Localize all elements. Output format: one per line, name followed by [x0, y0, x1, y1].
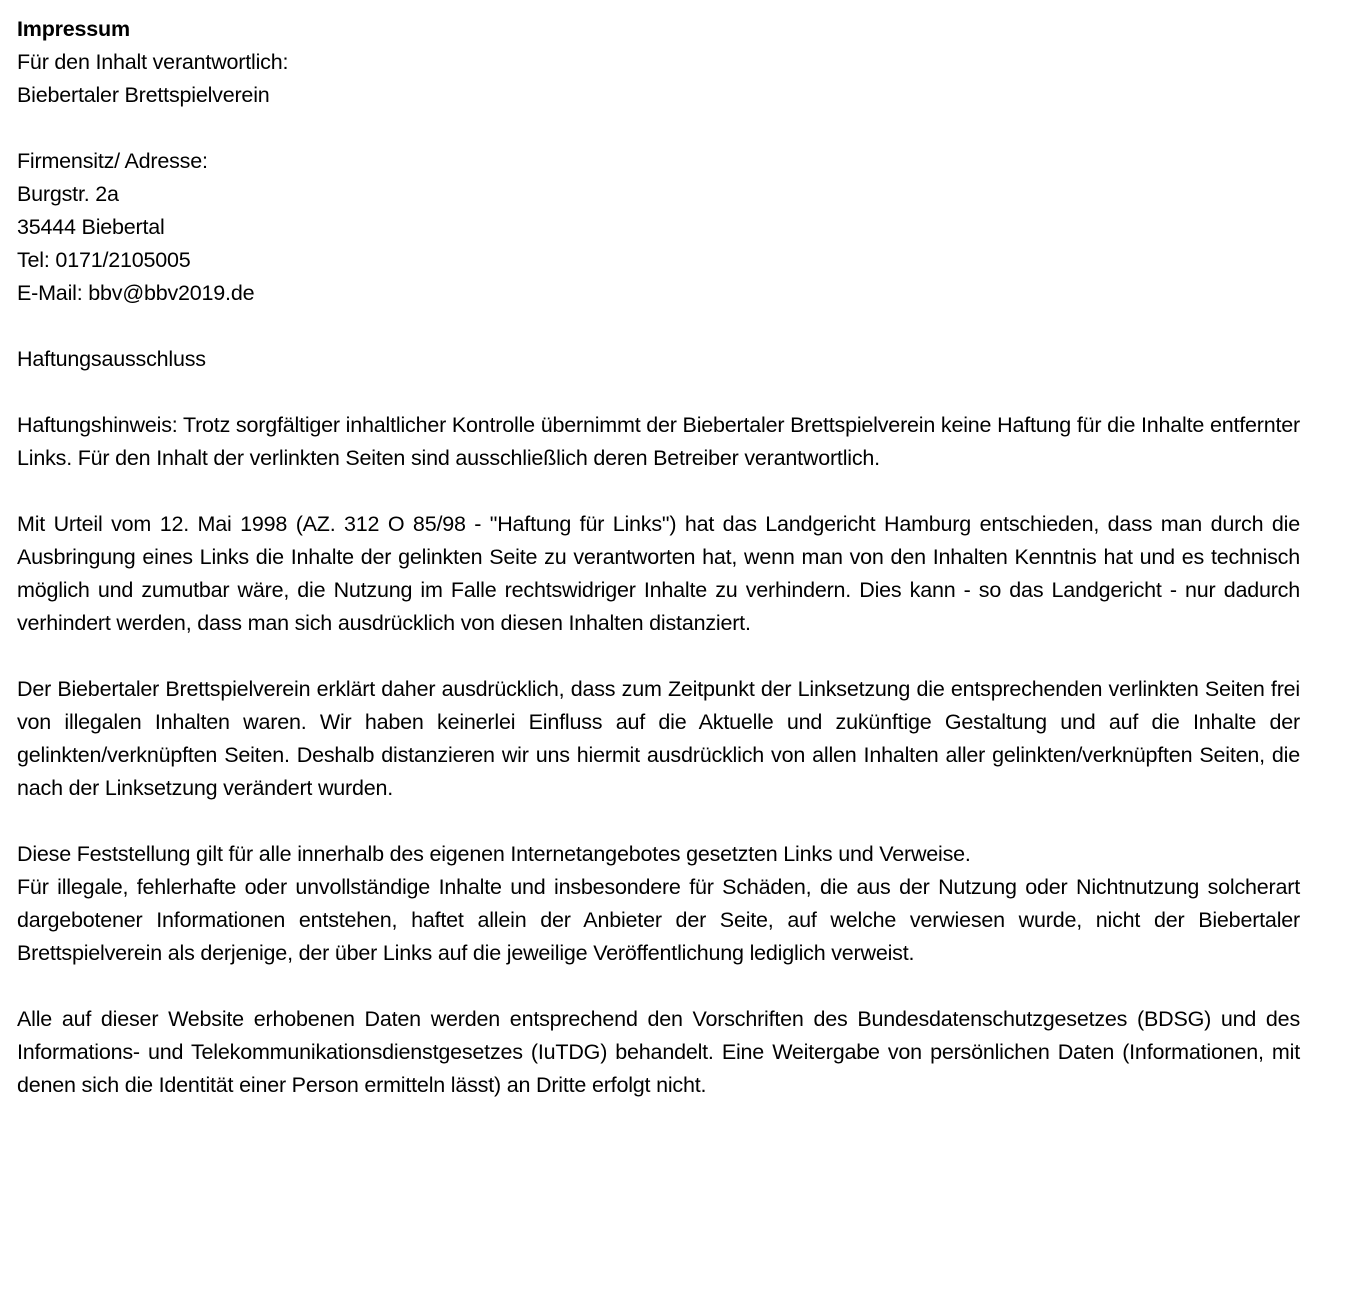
paragraph-court-ruling: Mit Urteil vom 12. Mai 1998 (AZ. 312 O 85/98 - "Haftung für Links") hat das Landgericht Hamburg entschieden, dass man durch die Ausbringung eines Links die Inhalte der gelinkten Seite zu verantworten hat, wenn man von den Inhalten Kenntnis hat und es technisch möglich und zumutbar wäre, die Nutzung im Falle rechtswidriger Inhalte zu verhindern. Dies kann - so das Landgericht - nur dadurch verhindert werden, dass man sich ausdrücklich von diesen Inhalten distanziert. — [17, 512, 1300, 635]
address-city: 35444 Biebertal — [17, 215, 165, 239]
responsible-name: Biebertaler Brettspielverein — [17, 83, 270, 107]
paragraph-liability-note: Haftungshinweis: Trotz sorgfältiger inhaltlicher Kontrolle übernimmt der Biebertaler Brettspielverein keine Haftung für die Inhalte entfernter Links. Für den Inhalt der verlinkten Seiten sind ausschließlich deren Betreiber verantwortlich. — [17, 413, 1300, 470]
address-email: E-Mail: bbv@bbv2019.de — [17, 281, 255, 305]
page-title: Impressum — [17, 17, 130, 41]
address-phone: Tel: 0171/2105005 — [17, 248, 191, 272]
paragraph-statement-line: Diese Feststellung gilt für alle innerhalb des eigenen Internetangebotes gesetzten Links und Verweise. — [17, 842, 971, 866]
responsible-label: Für den Inhalt verantwortlich: — [17, 50, 289, 74]
disclaimer-heading: Haftungsausschluss — [17, 347, 206, 371]
paragraph-data-protection: Alle auf dieser Website erhobenen Daten werden entsprechend den Vorschriften des Bundesdatenschutzgesetzes (BDSG) und des Informations- und Telekommunikationsdienstgesetzes (IuTDG) behandelt. Eine Weitergabe von persönlichen Daten (Informationen, mit denen sich die Identität einer Person ermitteln lässt) an Dritte erfolgt nicht. — [17, 1007, 1300, 1097]
paragraph-declaration: Der Biebertaler Brettspielverein erklärt daher ausdrücklich, dass zum Zeitpunkt der Linksetzung die entsprechenden verlinkten Seiten frei von illegalen Inhalten waren. Wir haben keinerlei Einfluss auf die Aktuelle und zukünftige Gestaltung und auf die Inhalte der gelinkten/verknüpften Seiten. Deshalb distanzieren wir uns hiermit ausdrücklich von allen Inhalten aller gelinkten/verknüpften Seiten, die nach der Linksetzung verändert wurden. — [17, 677, 1300, 800]
address-street: Burgstr. 2a — [17, 182, 119, 206]
address-label: Firmensitz/ Adresse: — [17, 149, 208, 173]
paragraph-liability-scope: Für illegale, fehlerhafte oder unvollständige Inhalte und insbesondere für Schäden, die aus der Nutzung oder Nichtnutzung solcherart dargebotener Informationen entstehen, haftet allein der Anbieter der Seite, auf welche verwiesen wurde, nicht der Biebertaler Brettspielverein als derjenige, der über Links auf die jeweilige Veröffentlichung lediglich verweist. — [17, 875, 1300, 965]
